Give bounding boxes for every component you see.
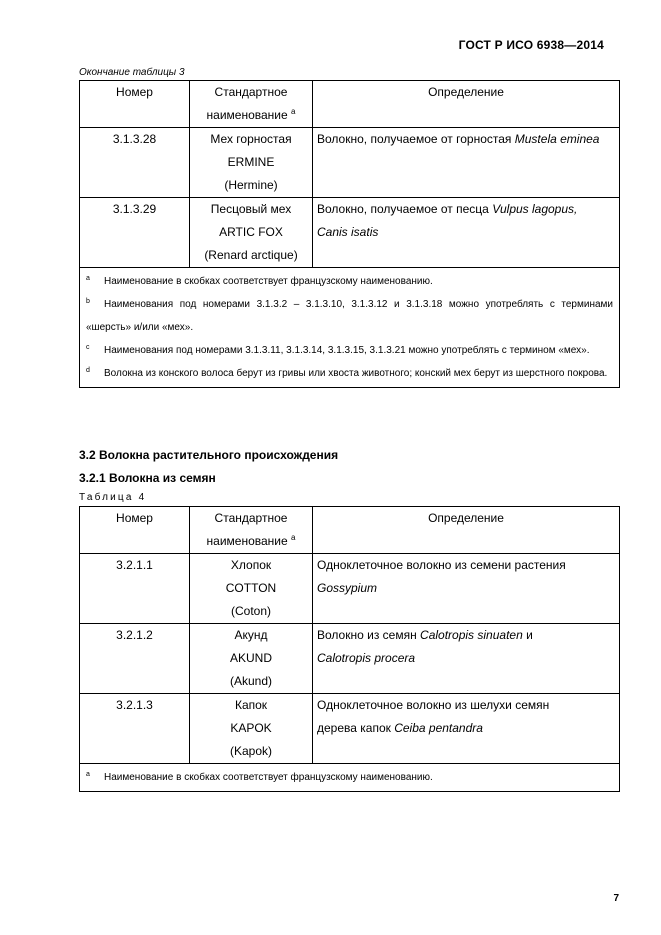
col-number-header: Номер (80, 507, 190, 554)
document-code: ГОСТ Р ИСО 6938—2014 (458, 38, 604, 52)
subsection-heading: 3.2.1 Волокна из семян (79, 471, 216, 485)
footnote: a Наименование в скобках соответствует французскому наименованию. (86, 274, 433, 287)
table3 (79, 80, 620, 388)
col-number-header: Номер (80, 81, 190, 128)
row-definition: Волокно, получаемое от песца Vulpus lagopus, Canis isatis (313, 198, 620, 268)
table-row (80, 128, 620, 198)
page-number: 7 (613, 893, 619, 904)
row-definition: Одноклеточное волокно из шелухи семян дерева капок Ceiba pentandra (313, 694, 620, 764)
table-row (80, 554, 620, 624)
table4 (79, 506, 620, 792)
table3-caption: Окончание таблицы 3 (79, 67, 185, 78)
row-name: Хлопок COTTON (Coton) (190, 554, 313, 624)
footnote: a Наименование в скобках соответствует французскому наименованию. (86, 770, 433, 783)
footnote: d Волокна из конского волоса берут из гривы или хвоста животного; конский мех берут из шерстного покрова. (86, 366, 608, 379)
row-definition: Волокно, получаемое от горностая Mustela eminea (313, 128, 620, 198)
row-number: 3.2.1.1 (80, 554, 190, 624)
row-number: 3.1.3.28 (80, 128, 190, 198)
row-name: Мех горностая ERMINE (Hermine) (190, 128, 313, 198)
table-header-row (80, 507, 620, 554)
table-row (80, 198, 620, 268)
section-heading: 3.2 Волокна растительного происхождения (79, 448, 339, 462)
table-row (80, 694, 620, 764)
table-row (80, 624, 620, 694)
col-definition-header: Определение (313, 81, 620, 128)
footnote: b Наименования под номерами 3.1.3.2 – 3.1.3.10, 3.1.3.12 и 3.1.3.18 можно употреблять с терминами «шерсть» и/или «мех». (86, 297, 613, 333)
table-footnotes (80, 268, 620, 388)
row-name: Капок KAPOK (Kapok) (190, 694, 313, 764)
row-name: Песцовый мех ARTIC FOX (Renard arctique) (190, 198, 313, 268)
row-number: 3.1.3.29 (80, 198, 190, 268)
row-name: Акунд AKUND (Akund) (190, 624, 313, 694)
table-header-row (80, 81, 620, 128)
footnote: c Наименования под номерами 3.1.3.11, 3.1.3.14, 3.1.3.15, 3.1.3.21 можно употреблять с термином «мех». (86, 343, 590, 356)
row-number: 3.2.1.2 (80, 624, 190, 694)
col-name-header: Стандартное наименование $^a$ (190, 81, 313, 128)
row-number: 3.2.1.3 (80, 694, 190, 764)
row-definition: Волокно из семян Calotropis sinuaten и Calotropis procera (313, 624, 620, 694)
col-definition-header: Определение (313, 507, 620, 554)
table4-caption: Таблица 4 (79, 492, 147, 503)
row-definition: Одноклеточное волокно из семени растения Gossypium (313, 554, 620, 624)
table-footnotes (80, 764, 620, 792)
table-footnotes-row (80, 764, 620, 792)
table-footnotes-row (80, 268, 620, 388)
col-name-header: Стандартное наименование $^a$ (190, 507, 313, 554)
